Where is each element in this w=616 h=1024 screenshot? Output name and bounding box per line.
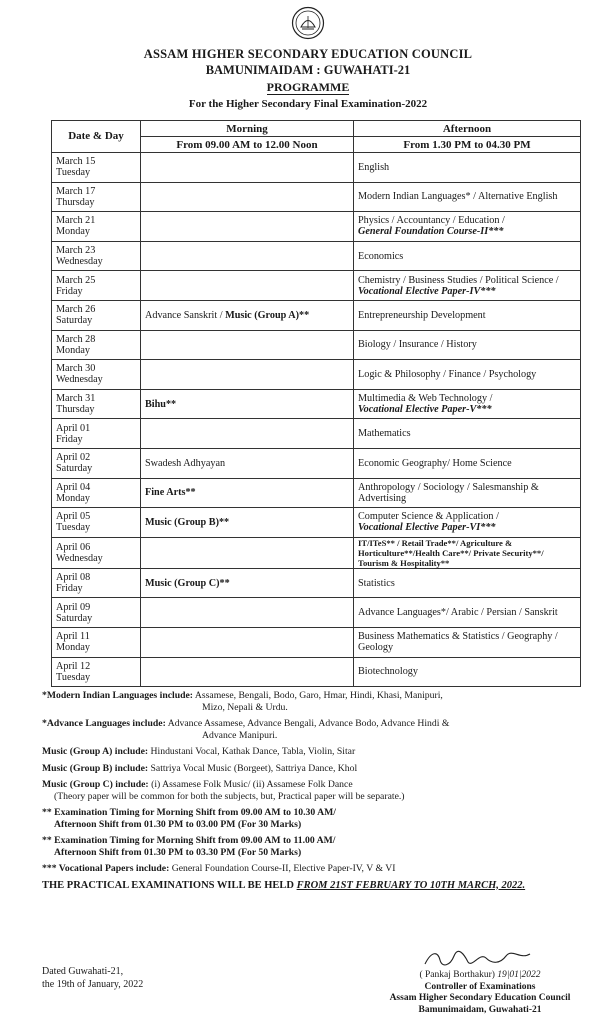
notes-section — [42, 690, 582, 896]
date-cell: March 30 Wednesday — [52, 360, 141, 390]
afternoon-cell: Mathematics — [354, 419, 581, 449]
table-row — [52, 598, 581, 628]
signer-name: ( Pankaj Borthakur) 19|01|2022 — [419, 970, 541, 980]
table-row — [52, 271, 581, 301]
afternoon-cell: Biology / Insurance / History — [354, 330, 581, 360]
date-cell: April 12 Tuesday — [52, 657, 141, 687]
morning-cell — [141, 241, 354, 271]
note-music-group-c: Music (Group C) include: (i) Assamese Folk Music/ (ii) Assamese Folk Dance (Theory paper will be common for both the subjects, but, Practical paper will be separate.) — [42, 779, 405, 802]
date-cell: April 01 Friday — [52, 419, 141, 449]
afternoon-cell: Economics — [354, 241, 581, 271]
afternoon-cell: Entrepreneurship Development — [354, 300, 581, 330]
table-row — [52, 627, 581, 657]
table-row — [52, 478, 581, 508]
morning-cell — [141, 271, 354, 301]
morning-cell — [141, 537, 354, 568]
note-vocational: *** Vocational Papers include: General Foundation Course-II, Elective Paper-IV, V & VI — [42, 863, 396, 874]
council-seal-icon — [291, 6, 325, 40]
morning-cell — [141, 598, 354, 628]
afternoon-cell: Statistics — [354, 568, 581, 598]
note-music-group-b: Music (Group B) include: Sattriya Vocal Music (Borgeet), Sattriya Dance, Khol — [42, 762, 358, 774]
org-address: BAMUNIMAIDAM : GUWAHATI-21 — [205, 63, 411, 77]
morning-cell — [141, 212, 354, 242]
exam-schedule-table — [51, 120, 581, 687]
afternoon-cell: Modern Indian Languages* / Alternative English — [354, 182, 581, 212]
afternoon-cell: English — [354, 153, 581, 183]
morning-cell: Fine Arts** — [141, 478, 354, 508]
morning-cell — [141, 330, 354, 360]
morning-cell — [141, 360, 354, 390]
afternoon-cell: Advance Languages*/ Arabic / Persian / Sanskrit — [354, 598, 581, 628]
morning-cell: Bihu** — [141, 389, 354, 419]
signature-block: ( Pankaj Borthakur) 19|01|2022 Controller of Examinations Assam Higher Secondary Education Council Bamunimaidam, Guwahati-21 — [360, 948, 600, 1016]
date-cell: March 15 Tuesday — [52, 153, 141, 183]
table-row — [52, 568, 581, 598]
date-cell: April 04 Monday — [52, 478, 141, 508]
afternoon-time-header: From 1.30 PM to 04.30 PM — [354, 137, 581, 153]
date-cell: March 25 Friday — [52, 271, 141, 301]
table-row — [52, 508, 581, 538]
col-afternoon-header: Afternoon — [354, 121, 581, 137]
exam-subtitle: For the Higher Secondary Final Examination-2022 — [188, 98, 428, 110]
col-morning-header: Morning — [141, 121, 354, 137]
programme-title: PROGRAMME — [266, 80, 350, 94]
table-row — [52, 153, 581, 183]
afternoon-cell: Chemistry / Business Studies / Political Science / Vocational Elective Paper-IV*** — [354, 271, 581, 301]
date-cell: March 21 Monday — [52, 212, 141, 242]
note-timing-30-marks: ** Examination Timing for Morning Shift from 09.00 AM to 10.30 AM/ Afternoon Shift from 01.30 PM to 03.00 PM (For 30 Marks) — [42, 807, 336, 830]
morning-cell — [141, 657, 354, 687]
afternoon-cell: Business Mathematics & Statistics / Geography / Geology — [354, 627, 581, 657]
table-row — [52, 241, 581, 271]
morning-cell: Music (Group C)** — [141, 568, 354, 598]
note-music-group-a: Music (Group A) include: Hindustani Vocal, Kathak Dance, Tabla, Violin, Sitar — [42, 746, 356, 757]
table-row — [52, 448, 581, 478]
date-cell: March 23 Wednesday — [52, 241, 141, 271]
afternoon-cell: Economic Geography/ Home Science — [354, 448, 581, 478]
table-row — [52, 657, 581, 687]
date-cell: April 09 Saturday — [52, 598, 141, 628]
date-cell: March 28 Monday — [52, 330, 141, 360]
table-row — [52, 537, 581, 568]
table-row — [52, 330, 581, 360]
table-row — [52, 300, 581, 330]
document-header — [0, 6, 616, 110]
table-row — [52, 419, 581, 449]
morning-cell — [141, 182, 354, 212]
date-cell: March 17 Thursday — [52, 182, 141, 212]
table-row — [52, 212, 581, 242]
afternoon-cell: IT/ITeS** / Retail Trade**/ Agriculture & Horticulture**/Health Care**/ Private Security**/ Tourism & Hospitality** — [354, 537, 581, 568]
afternoon-cell: Physics / Accountancy / Education / General Foundation Course-II*** — [354, 212, 581, 242]
note-advance-languages: *Advance Languages include: Advance Assamese, Advance Bengali, Advance Bodo, Advance Hindi & Advance Manipuri. — [42, 718, 450, 741]
table-row — [52, 360, 581, 390]
afternoon-cell: Multimedia & Web Technology / Vocational Elective Paper-V*** — [354, 389, 581, 419]
afternoon-cell: Logic & Philosophy / Finance / Psychology — [354, 360, 581, 390]
signature-date: 19|01|2022 — [497, 970, 541, 980]
dated-block: Dated Guwahati-21, the 19th of January, 2022 — [42, 966, 144, 990]
date-cell: April 02 Saturday — [52, 448, 141, 478]
morning-cell — [141, 419, 354, 449]
col-date-header: Date & Day — [52, 121, 141, 153]
afternoon-cell: Computer Science & Application / Vocational Elective Paper-VI*** — [354, 508, 581, 538]
morning-cell — [141, 627, 354, 657]
morning-time-header: From 09.00 AM to 12.00 Noon — [141, 137, 354, 153]
morning-cell: Swadesh Adhyayan — [141, 448, 354, 478]
afternoon-cell: Biotechnology — [354, 657, 581, 687]
signature-icon — [360, 948, 600, 970]
practical-exam-notice: THE PRACTICAL EXAMINATIONS WILL BE HELD FROM 21ST FEBRUARY TO 10TH MARCH, 2022. — [42, 879, 526, 891]
table-row — [52, 389, 581, 419]
table-row — [52, 182, 581, 212]
date-cell: April 06 Wednesday — [52, 537, 141, 568]
morning-cell: Advance Sanskrit / Music (Group A)** — [141, 300, 354, 330]
note-mil: *Modern Indian Languages include: Assamese, Bengali, Bodo, Garo, Hmar, Hindi, Khasi, Manipuri, Mizo, Nepali & Urdu. — [42, 690, 443, 713]
afternoon-cell: Anthropology / Sociology / Salesmanship & Advertising — [354, 478, 581, 508]
org-name: ASSAM HIGHER SECONDARY EDUCATION COUNCIL — [143, 47, 473, 61]
date-cell: March 31 Thursday — [52, 389, 141, 419]
date-cell: April 11 Monday — [52, 627, 141, 657]
morning-cell: Music (Group B)** — [141, 508, 354, 538]
note-timing-50-marks: ** Examination Timing for Morning Shift from 09.00 AM to 11.00 AM/ Afternoon Shift from 01.30 PM to 03.30 PM (For 50 Marks) — [42, 835, 336, 858]
date-cell: April 08 Friday — [52, 568, 141, 598]
date-cell: April 05 Tuesday — [52, 508, 141, 538]
date-cell: March 26 Saturday — [52, 300, 141, 330]
morning-cell — [141, 153, 354, 183]
